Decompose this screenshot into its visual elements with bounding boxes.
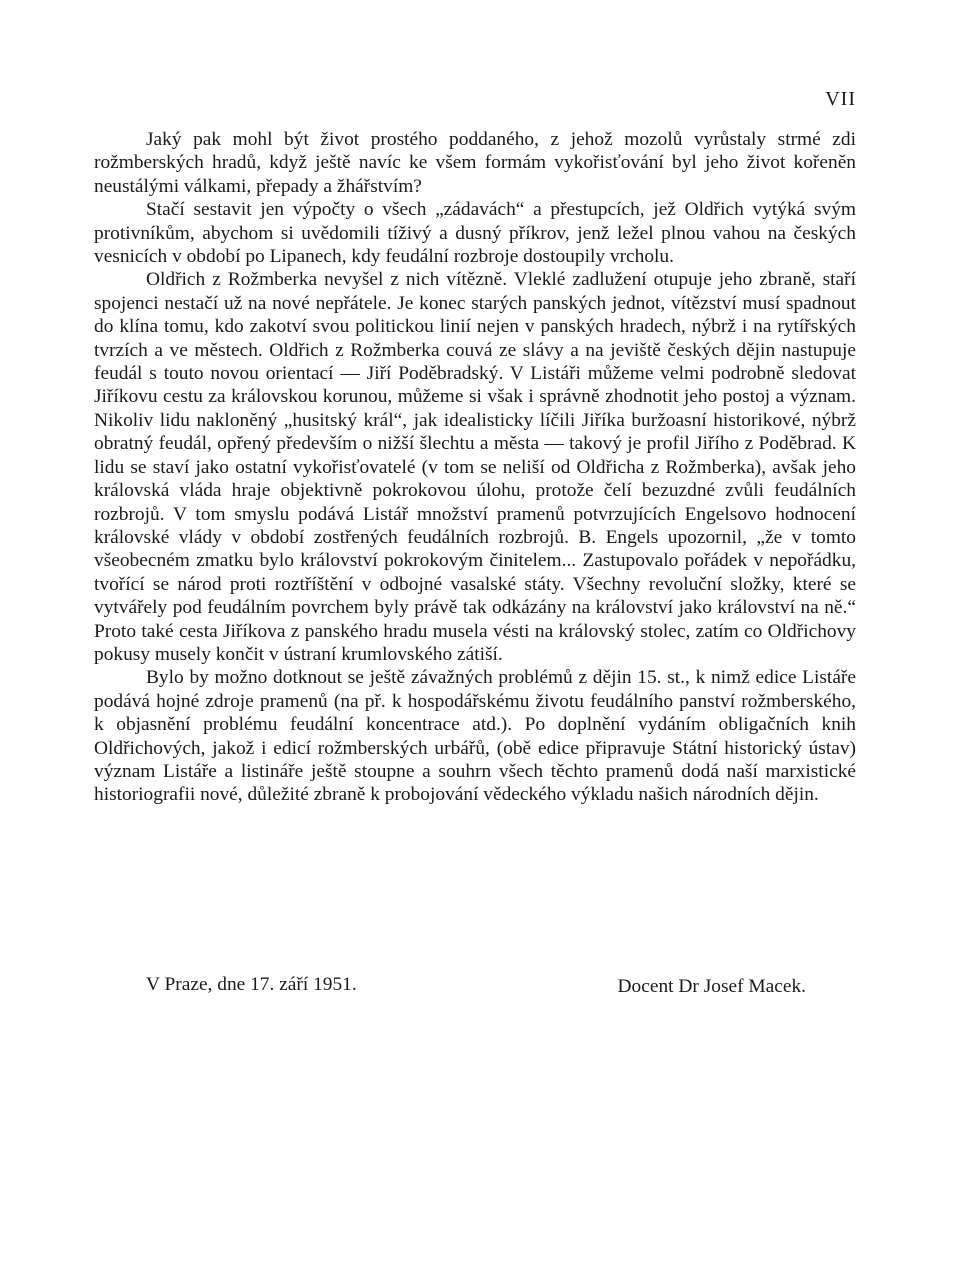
paragraph: Oldřich z Rožmberka nevyšel z nich vítězně. Vleklé zadlužení otupuje jeho zbraně, staří spojenci nestačí už na nové nepřátele. Je konec starých panských jednot, vítězství musí spadnout do klína tomu, kdo zakotví svou politickou linií nejen v panských hradech, nýbrž i na rytířských tvrzích a ve městech. Oldřich z Rožmberka couvá ze slávy a na jeviště českých dějin nastupuje feudál s touto novou orientací — Jiří Poděbradský. V Listáři můžeme velmi podrobně sledovat Jiříkovu cestu za královskou korunou, můžeme si však i správně zhodnotit jeho postoj a význam. Nikoliv lidu nakloněný „husitský král“, jak idealisticky líčili Jiříka buržoasní historikové, nýbrž obratný feudál, opřený především o nižší šlechtu a města — takový je profil Jiřího z Poděbrad. K lidu se staví jako ostatní vykořisťovatelé (v tom se neliší od Oldřicha z Rožmberka), avšak jeho královská vláda hraje objektivně pokrokovou úlohu, protože čelí bezuzdné zvůli feudálních rozbrojů. V tom smyslu podává Listář množství pramenů potvrzujících Engelsovo hodnocení královské vlády v období zostřených feudálních rozbrojů. B. Engels upozornil, „že v tomto všeobecném zmatku bylo království pokrokovým činitelem... Zastupovalo pořádek v nepořádku, tvořící se národ proti roztříštění v odbojné vasalské státy. Všechny revoluční složky, které se vytvářely pod feudálním povrchem byly právě tak odkázány na království jako království na ně.“ Proto také cesta Jiříkova z panského hradu musela vésti na královský stolec, zatím co Oldřichovy pokusy musely končit v ústraní krumlovského zátiší. [94, 269, 856, 665]
paragraph: Bylo by možno dotknout se ještě závažných problémů z dějin 15. st., k nimž edice Listáře podává hojné zdroje pramenů (na př. k hospodářskému životu feudálního panství rožmberského, k objasnění problému feudální koncentrace atd.). Po doplnění vydáním obligačních knih Oldřichových, jakož i edicí rožmberských urbářů, (obě edice připravuje Státní historický ústav) význam Listáře a listináře ještě stoupne a souhrn všech těchto pramenů dodá naší marxistické historiografii nové, důležité zbraně k probojování vědeckého výkladu našich národních dějin. [94, 667, 856, 806]
page-number: VII [825, 88, 856, 110]
author-name: Docent Dr Josef Macek. [617, 976, 806, 997]
place-and-date: V Praze, dne 17. září 1951. [146, 974, 357, 995]
paragraph: Stačí sestavit jen výpočty o všech „zádavách“ a přestupcích, jež Oldřich vytýká svým protivníkům, abychom si uvědomili tíživý a dusný příkrov, jenž ležel plnou vahou na českých vesnicích v období po Lipanech, kdy feudální rozbroje dostoupily vrcholu. [94, 199, 856, 268]
paragraph: Jaký pak mohl být život prostého poddaného, z jehož mozolů vyrůstaly strmé zdi rožmberských hradů, když ještě navíc ke všem formám vykořisťování byl jeho život kořeněn neustálými válkami, přepady a žhářstvím? [94, 129, 856, 197]
body-text [94, 128, 856, 807]
